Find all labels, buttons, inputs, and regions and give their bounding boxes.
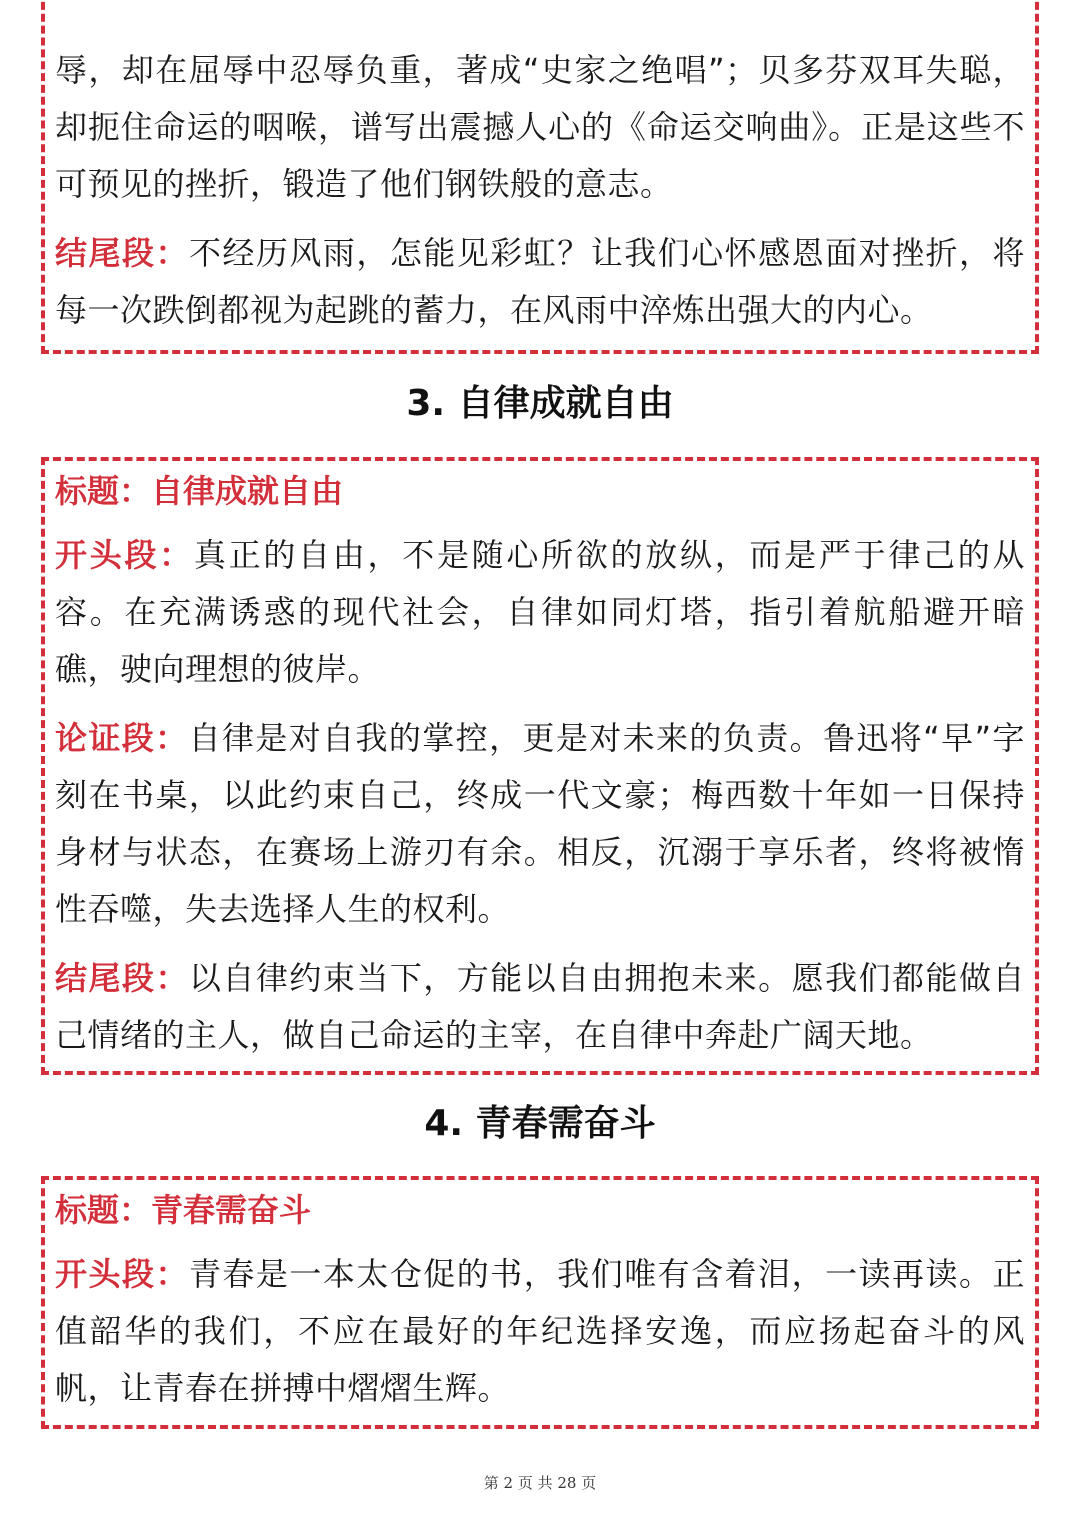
page-number: 第 2 页 共 28 页 bbox=[483, 1474, 597, 1492]
ending-text: 以自律约束当下，方能以自由拥抱未来。愿我们都能做自己情绪的主人，做自己命运的主宰，在自律中奔赴广阔天地。 bbox=[55, 959, 1025, 1054]
opening-text: 真正的自由，不是随心所欲的放纵，而是严于律己的从容。在充满诱惑的现代社会，自律如同灯塔，指引着航船避开暗礁，驶向理想的彼岸。 bbox=[55, 536, 1025, 688]
opening-text: 青春是一本太仓促的书，我们唯有含着泪，一读再读。正值韶华的我们，不应在最好的年纪选择安逸，而应扬起奋斗的风帆，让青春在拼搏中熠熠生辉。 bbox=[55, 1255, 1025, 1407]
body-paragraph bbox=[55, 42, 1025, 213]
section-heading-3: 3. 自律成就自由 bbox=[406, 383, 674, 424]
argument-text: 自律是对自我的掌控，更是对未来的负责。鲁迅将“早”字刻在书桌，以此约束自己，终成一代文豪；梅西数十年如一日保持身材与状态，在赛场上游刃有余。相反，沉溺于享乐者，终将被惰性吞噬，失去选择人生的权利。 bbox=[55, 719, 1025, 928]
body-text: 辱，却在屈辱中忍辱负重，著成“史家之绝唱”；贝多芬双耳失聪，却扼住命运的咽喉，谱写出震撼人心的《命运交响曲》。正是这些不可预见的挫折，锻造了他们钢铁般的意志。 bbox=[55, 51, 1025, 203]
title-text: 自律成就自由 bbox=[151, 472, 344, 510]
title-label: 标题： bbox=[55, 1191, 152, 1229]
title-line bbox=[55, 465, 1025, 517]
essay-box-previous bbox=[41, 0, 1039, 354]
essay-box-section-3 bbox=[41, 457, 1039, 1075]
opening-label: 开头段： bbox=[55, 536, 194, 574]
section-heading-4: 4. 青春需奋斗 bbox=[424, 1103, 656, 1144]
title-label: 标题： bbox=[55, 472, 152, 510]
opening-paragraph bbox=[55, 1246, 1025, 1417]
argument-label: 论证段： bbox=[55, 719, 189, 757]
argument-paragraph bbox=[55, 710, 1025, 938]
opening-label: 开头段： bbox=[55, 1255, 189, 1293]
ending-text: 不经历风雨，怎能见彩虹？让我们心怀感恩面对挫折，将每一次跌倒都视为起跳的蓄力，在风雨中淬炼出强大的内心。 bbox=[55, 234, 1025, 329]
ending-paragraph bbox=[55, 950, 1025, 1064]
title-line bbox=[55, 1184, 1025, 1236]
essay-box-section-4 bbox=[41, 1176, 1039, 1429]
title-text: 青春需奋斗 bbox=[151, 1191, 312, 1229]
opening-paragraph bbox=[55, 527, 1025, 698]
ending-label: 结尾段： bbox=[55, 234, 189, 272]
ending-paragraph bbox=[55, 225, 1025, 339]
ending-label: 结尾段： bbox=[55, 959, 189, 997]
